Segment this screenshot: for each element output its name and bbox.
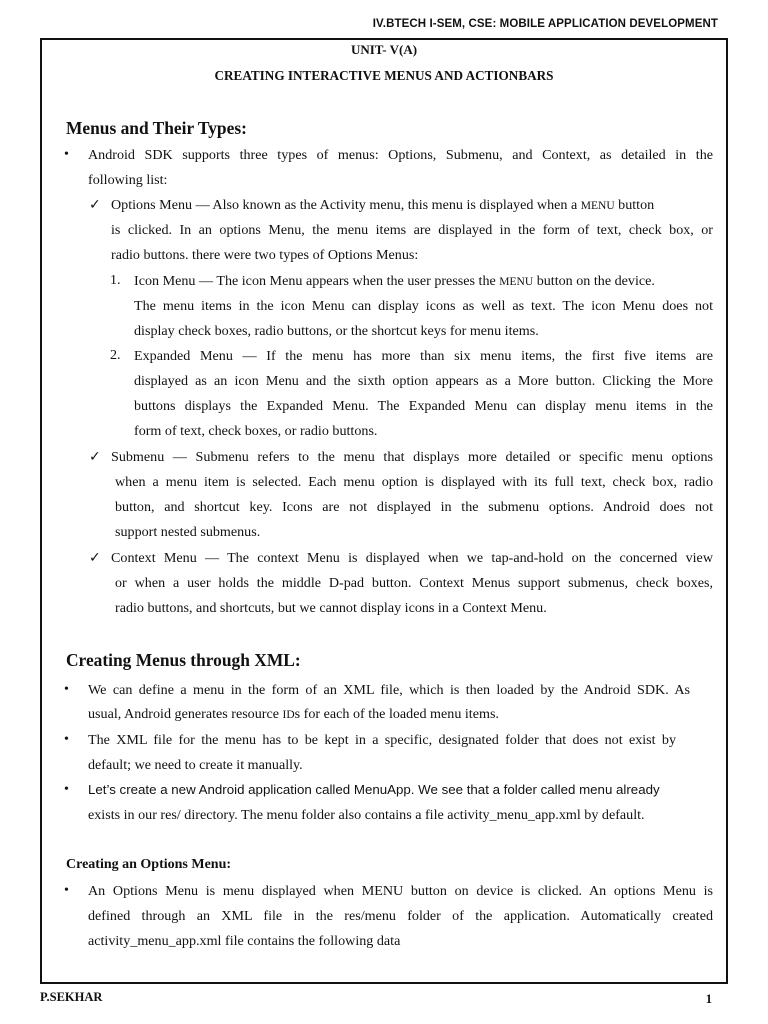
bullet-icon: • — [64, 883, 69, 898]
list-number-2: 2. — [110, 348, 121, 363]
xml-bullet-1-line-2 — [88, 706, 499, 723]
options-menu-line-3: radio buttons. there were two types of Options Menus: — [111, 247, 419, 263]
list-number-1: 1. — [110, 273, 121, 288]
icon-menu-line-2: The menu items in the icon Menu can display icons as well as text. The icon Menu does not — [134, 298, 713, 314]
icon-menu-line-3: display check boxes, radio buttons, or the shortcut keys for menu items. — [134, 323, 539, 339]
xml-bullet-1-line-1: We can define a menu in the form of an XML file, which is then loaded by the Android SDK. As — [88, 682, 690, 698]
expanded-menu-line-1: Expanded Menu — If the menu has more than six menu items, the first five items are — [134, 348, 713, 364]
section-heading-menus-types: Menus and Their Types: — [66, 118, 247, 138]
xml-bullet-2-line-2: default; we need to create it manually. — [88, 757, 303, 773]
options-menu-text-b: button — [614, 197, 655, 213]
options-menu-para-line-2: defined through an XML file in the res/menu folder of the application. Automatically created — [88, 908, 713, 924]
xml-bullet-1-text-a: usual, Android generates resource — [88, 706, 283, 722]
context-menu-line-1: Context Menu — The context Menu is displayed when we tap-and-hold on the concerned view — [111, 550, 713, 566]
submenu-line-1: Submenu — Submenu refers to the menu that displays more detailed or specific menu options — [111, 449, 713, 465]
options-menu-para-line-3: activity_menu_app.xml file contains the following data — [88, 933, 401, 949]
xml-bullet-3-text-b: . We see that a folder called menu already — [410, 782, 660, 797]
options-menu-line-1 — [111, 197, 654, 214]
intro-line-1: Android SDK supports three types of menus: Options, Submenu, and Context, as detailed in the — [88, 147, 713, 163]
bullet-icon: • — [64, 147, 69, 162]
context-menu-line-3: radio buttons, and shortcuts, but we cannot display icons in a Context Menu. — [115, 600, 547, 616]
footer-author: P.SEKHAR — [40, 990, 103, 1004]
xml-bullet-3-line-1 — [88, 782, 660, 799]
bullet-icon: • — [64, 782, 69, 797]
xml-bullet-1-text-b: s for each of the loaded menu items. — [294, 706, 499, 722]
bullet-icon: • — [64, 682, 69, 697]
icon-menu-text-a: Icon Menu — The icon Menu appears when the user presses the — [134, 273, 500, 289]
bullet-icon: • — [64, 732, 69, 747]
page-title: CREATING INTERACTIVE MENUS AND ACTIONBARS — [214, 68, 554, 83]
section-heading-options-menu: Creating an Options Menu: — [66, 857, 232, 872]
submenu-line-4: support nested submenus. — [115, 524, 261, 540]
xml-bullet-3-text-a: Let’s create a new Android application called MenuApp — [88, 782, 411, 797]
check-icon: ✓ — [89, 449, 101, 465]
unit-label: UNIT- V(A) — [350, 42, 418, 57]
page-number: 1 — [705, 992, 712, 1006]
submenu-line-3: button, and shortcut key. Icons are not displayed in the submenu options. Android does not — [115, 499, 713, 515]
xml-bullet-3-line-2: exists in our res/ directory. The menu folder also contains a file activity_menu_app.xml by default. — [88, 807, 645, 823]
icon-menu-text-b: button on the device. — [533, 273, 655, 289]
xml-bullet-2-line-1: The XML file for the menu has to be kept in a specific, designated folder that does not exist by — [88, 732, 676, 748]
options-menu-para-line-1: An Options Menu is menu displayed when MENU button on device is clicked. An options Menu is — [88, 883, 713, 899]
expanded-menu-line-4: form of text, check boxes, or radio buttons. — [134, 423, 378, 439]
menu-key-label: MENU — [580, 200, 615, 212]
section-heading-menus-xml: Creating Menus through XML: — [66, 650, 301, 670]
expanded-menu-line-2: displayed as an icon Menu and the sixth option appears as a More button. Clicking the More — [134, 373, 713, 389]
header-course: IV.BTECH I-SEM, CSE: MOBILE APPLICATION DEVELOPMENT — [372, 18, 718, 30]
options-menu-text-a: Options Menu — Also known as the Activity menu, this menu is displayed when a — [111, 197, 581, 213]
expanded-menu-line-3: buttons displays the Expanded Menu. The Expanded Menu can display menu items in the — [134, 398, 713, 414]
context-menu-line-2: or when a user holds the middle D-pad button. Context Menus support submenus, check boxes, — [115, 575, 713, 591]
check-icon: ✓ — [89, 197, 101, 213]
icon-menu-line-1 — [134, 273, 655, 290]
menu-key-label: MENU — [499, 276, 534, 288]
check-icon: ✓ — [89, 550, 101, 566]
options-menu-line-2: is clicked. In an options Menu, the menu items are displayed in the form of text, check box, or — [111, 222, 713, 238]
id-label: ID — [282, 709, 295, 721]
intro-line-2: following list: — [88, 172, 168, 188]
submenu-line-2: when a menu item is selected. Each menu option is displayed with its full text, check box, radio — [115, 474, 713, 490]
